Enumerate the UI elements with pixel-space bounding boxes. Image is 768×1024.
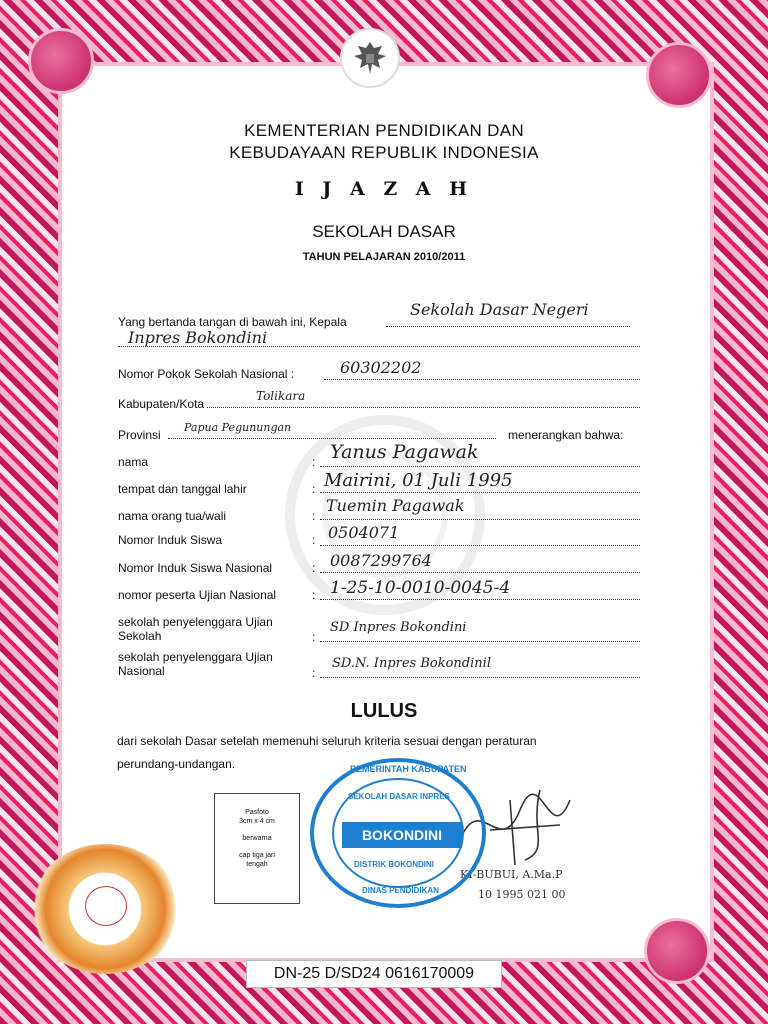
colon: :: [312, 588, 316, 602]
nama-label: nama: [118, 455, 149, 469]
school-stamp: [310, 758, 486, 908]
garuda-emblem-icon: [340, 28, 400, 88]
stamp-bottom-text: DISTRIK BOKONDINI: [354, 860, 434, 869]
us-label-line-2: Sekolah: [118, 629, 162, 643]
colon: :: [312, 482, 316, 496]
un-label-line-2: Nasional: [118, 664, 165, 678]
signer-name: KI-BUBUI, A.Ma.P: [460, 868, 563, 881]
kabupaten-value: Tolikara: [256, 389, 306, 403]
photo-line-4: cap tiga jari: [239, 852, 275, 859]
document-title: I J A Z A H: [294, 178, 474, 200]
dotted-line: [320, 641, 640, 642]
signer-nip: 10 1995 021 00: [478, 888, 566, 901]
kabupaten-label: Kabupaten/Kota: [118, 397, 205, 411]
dotted-line: [207, 407, 640, 408]
stamp-inner-text: SEKOLAH DASAR INPRES: [348, 792, 450, 801]
un-label: [118, 650, 273, 678]
dotted-line: [320, 466, 640, 467]
provinsi-value: Papua Pegunungan: [184, 421, 292, 434]
kepala-value-1: Sekolah Dasar Negeri: [410, 300, 589, 319]
closing-line-2: perundang-undangan.: [117, 757, 236, 771]
logo-core-icon: [85, 886, 127, 926]
corner-ornament-top-right: [646, 42, 712, 108]
kepala-value-2: Inpres Bokondini: [128, 328, 268, 347]
colon: :: [312, 630, 316, 644]
provinsi-label: Provinsi: [118, 428, 161, 442]
colon: :: [312, 533, 316, 547]
corner-ornament-bottom-right: [644, 918, 710, 984]
ministry-name: [0, 120, 768, 164]
nisn-value: 0087299764: [330, 551, 432, 570]
dotted-line: [320, 545, 640, 546]
photo-line-3: berwarna: [242, 835, 272, 842]
colon: :: [312, 561, 316, 575]
us-label-line-1: sekolah penyelenggara Ujian: [118, 615, 273, 629]
colon: :: [312, 455, 316, 469]
kepala-label: Yang bertanda tangan di bawah ini, Kepala: [118, 315, 347, 329]
photo-line-2: 3cm x 4 cm: [239, 818, 275, 825]
graduation-status: LULUS: [350, 700, 418, 722]
un-label-line-1: sekolah penyelenggara Ujian: [118, 650, 273, 664]
nisn-label: Nomor Induk Siswa Nasional: [118, 561, 273, 575]
photo-line-1: Pasfoto: [245, 809, 269, 816]
dotted-line: [320, 677, 640, 678]
npsn-label: Nomor Pokok Sekolah Nasional :: [118, 367, 295, 381]
ttl-value: Mairini, 01 Juli 1995: [324, 470, 513, 491]
school-type: SEKOLAH DASAR: [312, 222, 456, 241]
dotted-line: [386, 326, 630, 327]
colon: :: [312, 666, 316, 680]
tut-wuri-handayani-logo-icon: [30, 844, 180, 974]
dotted-line: [320, 492, 640, 493]
ministry-line-2: KEBUDAYAAN REPUBLIK INDONESIA: [229, 143, 539, 162]
peserta-label: nomor peserta Ujian Nasional: [118, 588, 277, 602]
dotted-line: [320, 519, 640, 520]
ortu-label: nama orang tua/wali: [118, 509, 227, 523]
menerangkan-label: menerangkan bahwa:: [508, 428, 624, 442]
stamp-top-text: PEMERINTAH KABUPATEN: [350, 764, 467, 774]
ortu-value: Tuemin Pagawak: [326, 496, 465, 515]
ministry-line-1: KEMENTERIAN PENDIDIKAN DAN: [244, 121, 524, 140]
serial-number: DN-25 D/SD24 0616170009: [246, 960, 502, 988]
peserta-value: 1-25-10-0010-0045-4: [330, 578, 511, 598]
npsn-value: 60302202: [340, 358, 422, 377]
photo-line-5: tengah: [246, 861, 268, 868]
colon: :: [312, 509, 316, 523]
dotted-line: [324, 379, 640, 380]
nis-label: Nomor Induk Siswa: [118, 533, 223, 547]
nis-value: 0504071: [328, 523, 400, 542]
un-value: SD.N. Inpres Bokondinil: [332, 656, 491, 671]
academic-year: TAHUN PELAJARAN 2010/2011: [302, 251, 466, 263]
us-label: [118, 615, 273, 643]
stamp-band: BOKONDINI: [342, 822, 462, 848]
us-value: SD Inpres Bokondini: [330, 620, 467, 635]
dotted-line: [320, 572, 640, 573]
photo-placeholder: [214, 793, 300, 904]
dotted-line: [168, 438, 496, 439]
stamp-dinas-text: DINAS PENDIDIKAN: [362, 886, 439, 895]
dotted-line: [320, 599, 640, 600]
corner-ornament-top-left: [28, 28, 94, 94]
ttl-label: tempat dan tanggal lahir: [118, 482, 247, 496]
closing-line-1: dari sekolah Dasar setelah memenuhi seluruh kriteria sesuai dengan peraturan: [117, 734, 537, 748]
nama-value: Yanus Pagawak: [330, 441, 479, 463]
